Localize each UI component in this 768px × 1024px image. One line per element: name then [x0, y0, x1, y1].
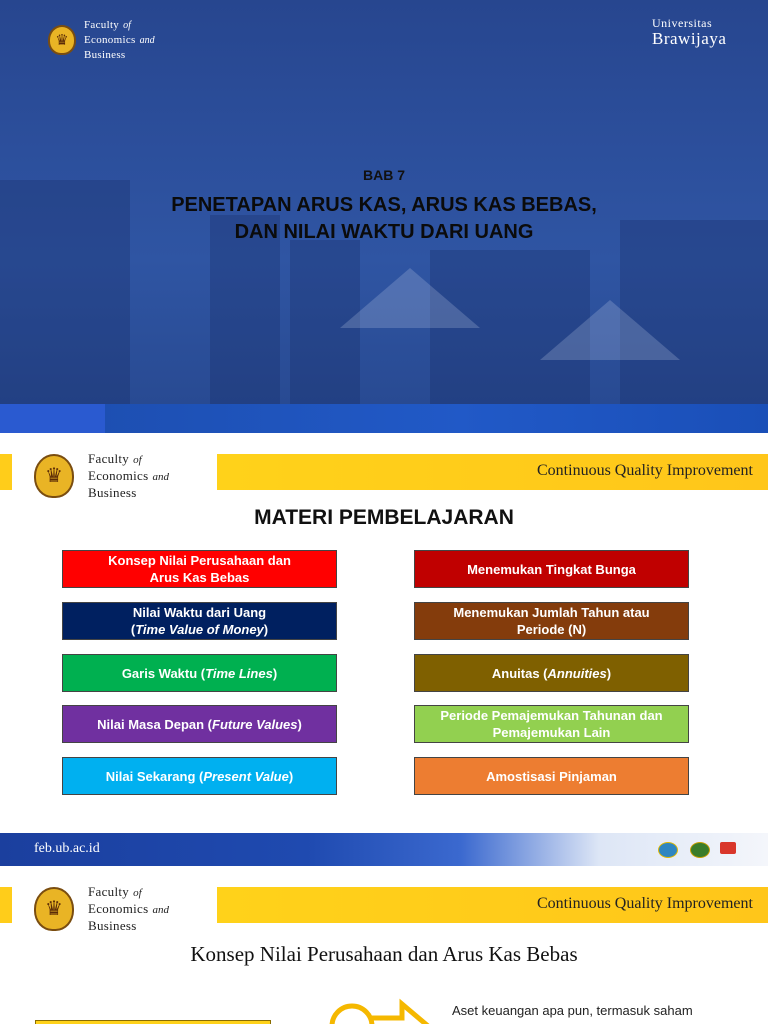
topic-label-post: ): [288, 768, 294, 784]
slide-title: [0, 192, 768, 246]
topic-label-italic: Time Value of Money: [135, 622, 264, 637]
university-crest-icon: ♛: [48, 25, 76, 55]
arrow-graphic-icon: [322, 994, 442, 1024]
topic-label-line1: Konsep Nilai Perusahaan dan: [108, 553, 291, 568]
faculty-logo-line2: Economics: [84, 34, 136, 46]
header-accent-tab: [0, 887, 12, 923]
university-crest-icon: ♛: [34, 454, 74, 498]
topic-box-future-values[interactable]: [62, 705, 337, 743]
topic-label-italic: Future Values: [212, 716, 298, 732]
topic-label-pre: Nilai Sekarang (: [105, 768, 204, 784]
topic-label-italic: Present Value: [203, 768, 289, 784]
accreditation-badge-icon: [720, 842, 736, 854]
topic-box-annuities[interactable]: [414, 654, 689, 692]
topic-label-post: ): [272, 665, 278, 681]
topic-label-italic: Annuities: [547, 665, 607, 681]
topic-box-present-value[interactable]: [62, 757, 337, 795]
slide-title-line2: DAN NILAI WAKTU DARI UANG: [234, 221, 534, 243]
chapter-label: BAB 7: [362, 167, 405, 183]
topic-label-pre: Garis Waktu (: [121, 665, 206, 681]
topic-label-italic: Time Lines: [205, 665, 273, 681]
faculty-logo-line3: Business: [88, 918, 137, 933]
university-logo: [652, 15, 726, 47]
background-roof: [540, 300, 680, 360]
accreditation-badge-icon: [658, 842, 678, 858]
faculty-logo-line2: Economics: [88, 468, 149, 483]
faculty-logo-line1: Faculty: [84, 19, 120, 31]
faculty-logo-line1-suffix: of: [123, 20, 131, 31]
slide-title-line1: PENETAPAN ARUS KAS, ARUS KAS BEBAS,: [171, 194, 597, 216]
footer-url[interactable]: feb.ub.ac.id: [34, 841, 100, 856]
header-accent-tab: [0, 454, 12, 490]
topic-box-number-of-periods[interactable]: [414, 602, 689, 640]
topic-label-post: ): [263, 622, 269, 637]
faculty-logo-line1: Faculty: [88, 884, 130, 899]
faculty-logo-line2-suffix: and: [152, 471, 169, 483]
faculty-logo-line2: Economics: [88, 901, 149, 916]
faculty-logo-line3: Business: [88, 485, 137, 500]
topic-box-time-lines[interactable]: [62, 654, 337, 692]
faculty-logo-line3: Business: [84, 49, 126, 61]
tagline: Continuous Quality Improvement: [537, 462, 753, 479]
faculty-logo: [48, 17, 155, 62]
slide-2: [0, 433, 768, 866]
topic-label-line2: Pemajemukan Lain: [492, 725, 611, 740]
accreditation-badge-icon: [690, 842, 710, 858]
topic-label-post: ): [297, 716, 302, 732]
faculty-logo-line1-suffix: of: [133, 887, 142, 899]
topic-box-firm-value[interactable]: [62, 550, 337, 588]
university-crest-icon: ♛: [34, 887, 74, 931]
content-box: [35, 1020, 271, 1024]
footer-bar: [0, 833, 768, 866]
faculty-logo-line2-suffix: and: [152, 904, 169, 916]
topic-label-post: ): [606, 665, 612, 681]
topic-label-line2: Arus Kas Bebas: [149, 570, 250, 585]
topic-box-time-value[interactable]: [62, 602, 337, 640]
slide-3: [0, 866, 768, 1024]
body-text: Aset keuangan apa pun, termasuk saham: [452, 1003, 693, 1018]
university-logo-line1: Universitas: [652, 16, 713, 30]
faculty-logo-line1-suffix: of: [133, 454, 142, 466]
faculty-logo-line1: Faculty: [88, 451, 130, 466]
topic-box-interest-rate[interactable]: [414, 550, 689, 588]
slide-1: [0, 0, 768, 433]
topic-label-line1: Menemukan Jumlah Tahun atau: [453, 605, 650, 620]
topic-label: Menemukan Tingkat Bunga: [467, 561, 636, 577]
topic-label-pre: Anuitas (: [491, 665, 548, 681]
tagline: Continuous Quality Improvement: [537, 895, 753, 912]
slide-title: Konsep Nilai Perusahaan dan Arus Kas Bebas: [190, 942, 578, 966]
topic-label-pre: (: [130, 622, 136, 637]
topic-box-compounding-periods[interactable]: [414, 705, 689, 743]
topic-label-line2: Periode (N): [516, 622, 587, 637]
topic-label-line1: Nilai Waktu dari Uang: [132, 605, 267, 620]
faculty-logo: [34, 884, 169, 933]
faculty-logo-line2-suffix: and: [139, 35, 155, 46]
topic-label-pre: Nilai Masa Depan (: [97, 716, 213, 732]
university-logo-line2: Brawijaya: [652, 29, 727, 48]
faculty-logo: [34, 451, 169, 500]
topic-label: Amostisasi Pinjaman: [486, 768, 617, 784]
topic-box-loan-amortization[interactable]: [414, 757, 689, 795]
bottom-color-bar: [0, 404, 768, 433]
background-roof: [340, 268, 480, 328]
topic-label-line1: Periode Pemajemukan Tahunan dan: [440, 708, 663, 723]
section-heading: MATERI PEMBELAJARAN: [254, 506, 514, 529]
